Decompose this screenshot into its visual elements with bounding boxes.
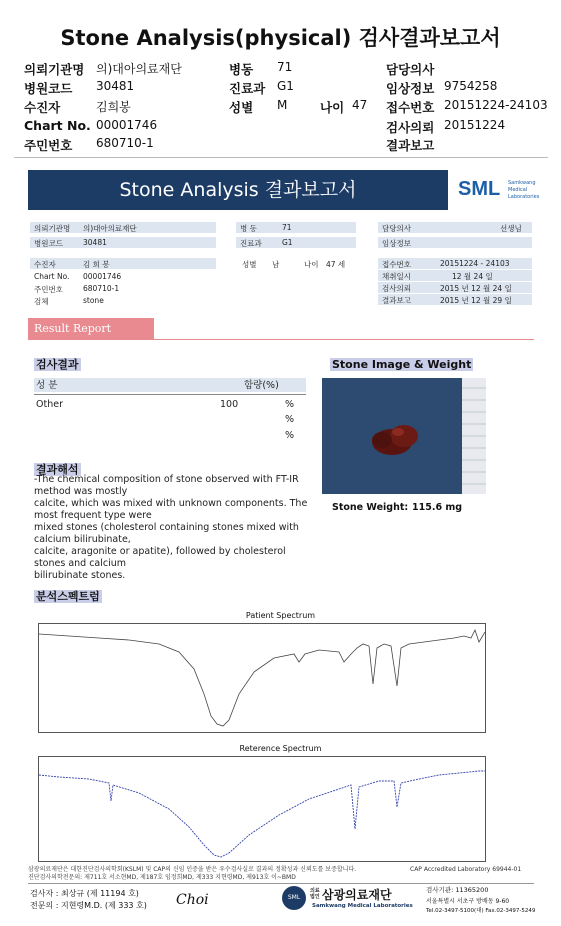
age-value: 47 xyxy=(352,98,368,112)
stone-weight-value: 115.6 mg xyxy=(412,502,463,513)
interpretation-text: -The chemical composition of stone observed with FT-IR method was mostly calcite, which was mixed with unknown components. The most frequent type were mixed stones (cholesterol containing stones mixed with calcium bilirubinate, calcite, aragonite or apatite), followed by cholesterol stones and calcium bilirubinate stones. xyxy=(34,474,308,581)
scan-dept-value: G1 xyxy=(282,238,293,247)
scan-inst-value: 의)대아의료재단 xyxy=(83,224,137,233)
reference-spectrum-title: Reterence Spectrum xyxy=(239,744,322,753)
doctor-label: 담당의사 xyxy=(386,62,435,77)
report-label: 결과보고 xyxy=(386,138,435,153)
examiner: 검사자 : 최상규 (제 11194 호) xyxy=(30,889,139,898)
sml-seal-logo: SML xyxy=(282,886,306,910)
stone-image-heading: Stone Image & Weight xyxy=(332,358,472,371)
sml-logo-sub1: Samkwang xyxy=(508,180,536,186)
collector-label: 수진자 xyxy=(24,100,61,115)
company-badge: 의료법인 xyxy=(310,888,320,900)
hospital-code-label: 병원코드 xyxy=(24,81,73,96)
scan-clin-label: 임상정보 xyxy=(382,239,411,248)
scan-doc-value: 선생님 xyxy=(500,224,522,233)
scan-receipt-value: 20151224 - 24103 xyxy=(440,259,510,268)
scan-hosp-label: 병원코드 xyxy=(34,239,63,248)
page-title: Stone Analysis(physical) 검사결과보고서 xyxy=(60,26,501,50)
ward-value: 71 xyxy=(277,60,293,74)
request-label: 검사의뢰 xyxy=(386,120,435,135)
sml-logo-sub2: Medical xyxy=(508,187,528,193)
result-report-tab: Result Report xyxy=(28,318,154,340)
scan-request-value: 2015 년 12 월 24 일 xyxy=(440,284,512,293)
scan-ward-value: 71 xyxy=(282,223,292,232)
company-tel: Tel.02-3497-5100(대) Fax.02-3497-5249 xyxy=(426,908,536,914)
scan-doc-label: 담당의사 xyxy=(382,224,411,233)
scan-sex-value: 남 xyxy=(272,260,280,269)
scan-age-label: 나이 xyxy=(304,260,319,269)
footer-note-1: 삼광의료재단은 대한진단검사의학회(KSLM) 및 CAP의 신임 인증을 받은 우수검사실로 결과의 정확성과 신뢰도를 보증합니다. xyxy=(28,866,357,873)
chart-no-label: Chart No. xyxy=(24,118,91,133)
request-value: 20151224 xyxy=(444,118,506,132)
collector-value: 김희봉 xyxy=(96,100,131,114)
patient-spectrum-title: Patient Spectrum xyxy=(245,611,316,620)
spectrum-heading: 분석스펙트럼 xyxy=(36,590,100,603)
scan-patient-label: 수진자 xyxy=(34,260,56,269)
company-sub: Samkwang Medical Laboratories xyxy=(312,903,413,909)
institution-label: 의뢰기관명 xyxy=(24,62,85,77)
reference-spectrum-plot xyxy=(38,756,486,862)
scan-ward-label: 병 동 xyxy=(240,224,257,233)
sml-logo-sub3: Laboratories xyxy=(508,194,540,200)
dept-label: 진료과 xyxy=(229,81,266,96)
scan-report-label: 결과보고 xyxy=(382,296,411,305)
stone-weight-label: Stone Weight: xyxy=(332,502,409,513)
scan-receipt-label: 접수번호 xyxy=(382,260,411,269)
chart-no-value: 00001746 xyxy=(96,118,158,132)
hospital-code-value: 30481 xyxy=(96,79,135,93)
result-row-0-name: Other xyxy=(36,399,63,410)
sex-label: 성별 xyxy=(229,100,254,115)
scan-chart-label: Chart No. xyxy=(34,272,70,281)
specialist: 전문의 : 지현령M.D. (제 333 호) xyxy=(30,901,147,910)
patient-spectrum-plot xyxy=(38,623,486,733)
receipt-label: 접수번호 xyxy=(386,100,435,115)
scan-sex-label: 성별 xyxy=(242,260,257,269)
footer-note-2: 진단검사의학전문의: 제711호 서소현MD, 제187호 임정희MD, 제333 지현령MD, 제913호 이~BMD xyxy=(28,874,296,881)
company-name: 삼광의료재단 xyxy=(322,888,392,902)
sex-value: M xyxy=(277,98,288,112)
institution-value: 의)대아의료재단 xyxy=(96,62,182,76)
scan-resident-label: 주민번호 xyxy=(34,285,63,294)
scan-hosp-value: 30481 xyxy=(83,238,107,247)
scan-collect-label: 채취일시 xyxy=(382,272,411,281)
signature: Choi xyxy=(176,892,209,908)
scan-dept-label: 진료과 xyxy=(240,239,262,248)
interpretation-heading: 결과해석 xyxy=(36,463,79,476)
component-header: 성 분 xyxy=(36,380,58,391)
scan-age-value: 47 세 xyxy=(326,260,346,269)
sml-logo-text: SML xyxy=(458,178,501,200)
company-addr: 서울특별시 서초구 방배동 9-60 xyxy=(426,898,510,905)
scan-report-value: 2015 년 12 월 29 일 xyxy=(440,296,512,305)
resident-label: 주민번호 xyxy=(24,138,73,153)
report-banner: Stone Analysis 결과보고서 xyxy=(28,170,448,210)
result-row-2-unit: % xyxy=(285,430,295,441)
result-row-0-value: 100 xyxy=(220,399,239,410)
stone-photo xyxy=(322,378,486,494)
resident-value: 680710-1 xyxy=(96,136,154,150)
scan-resident-value: 680710-1 xyxy=(83,284,120,293)
cap-accreditation: CAP Accredited Laboratory 69944-01 xyxy=(410,866,522,873)
ward-label: 병동 xyxy=(229,62,254,77)
sml-logo xyxy=(458,178,538,206)
scan-specimen-value: stone xyxy=(83,296,104,305)
scan-collect-value: 12 월 24 일 xyxy=(452,272,493,281)
result-row-1-unit: % xyxy=(285,414,295,425)
dept-value: G1 xyxy=(277,79,294,93)
amount-header: 함량(%) xyxy=(244,380,279,391)
scan-request-label: 검사의뢰 xyxy=(382,284,411,293)
scan-inst-label: 의뢰기관명 xyxy=(34,224,71,233)
result-heading: 검사결과 xyxy=(36,358,79,371)
receipt-value: 20151224-24103 xyxy=(444,98,548,112)
clinical-label: 임상정보 xyxy=(386,81,435,96)
company-reg: 검사기관: 11365200 xyxy=(426,886,489,894)
result-report-rule xyxy=(154,339,534,340)
scan-chart-value: 00001746 xyxy=(83,272,122,281)
scan-patient-value: 김 희 봉 xyxy=(83,260,110,269)
clinical-value: 9754258 xyxy=(444,79,498,93)
header-divider xyxy=(14,157,548,158)
age-label: 나이 xyxy=(320,100,345,115)
scan-specimen-label: 검체 xyxy=(34,297,49,306)
result-row-0-unit: % xyxy=(285,399,295,410)
